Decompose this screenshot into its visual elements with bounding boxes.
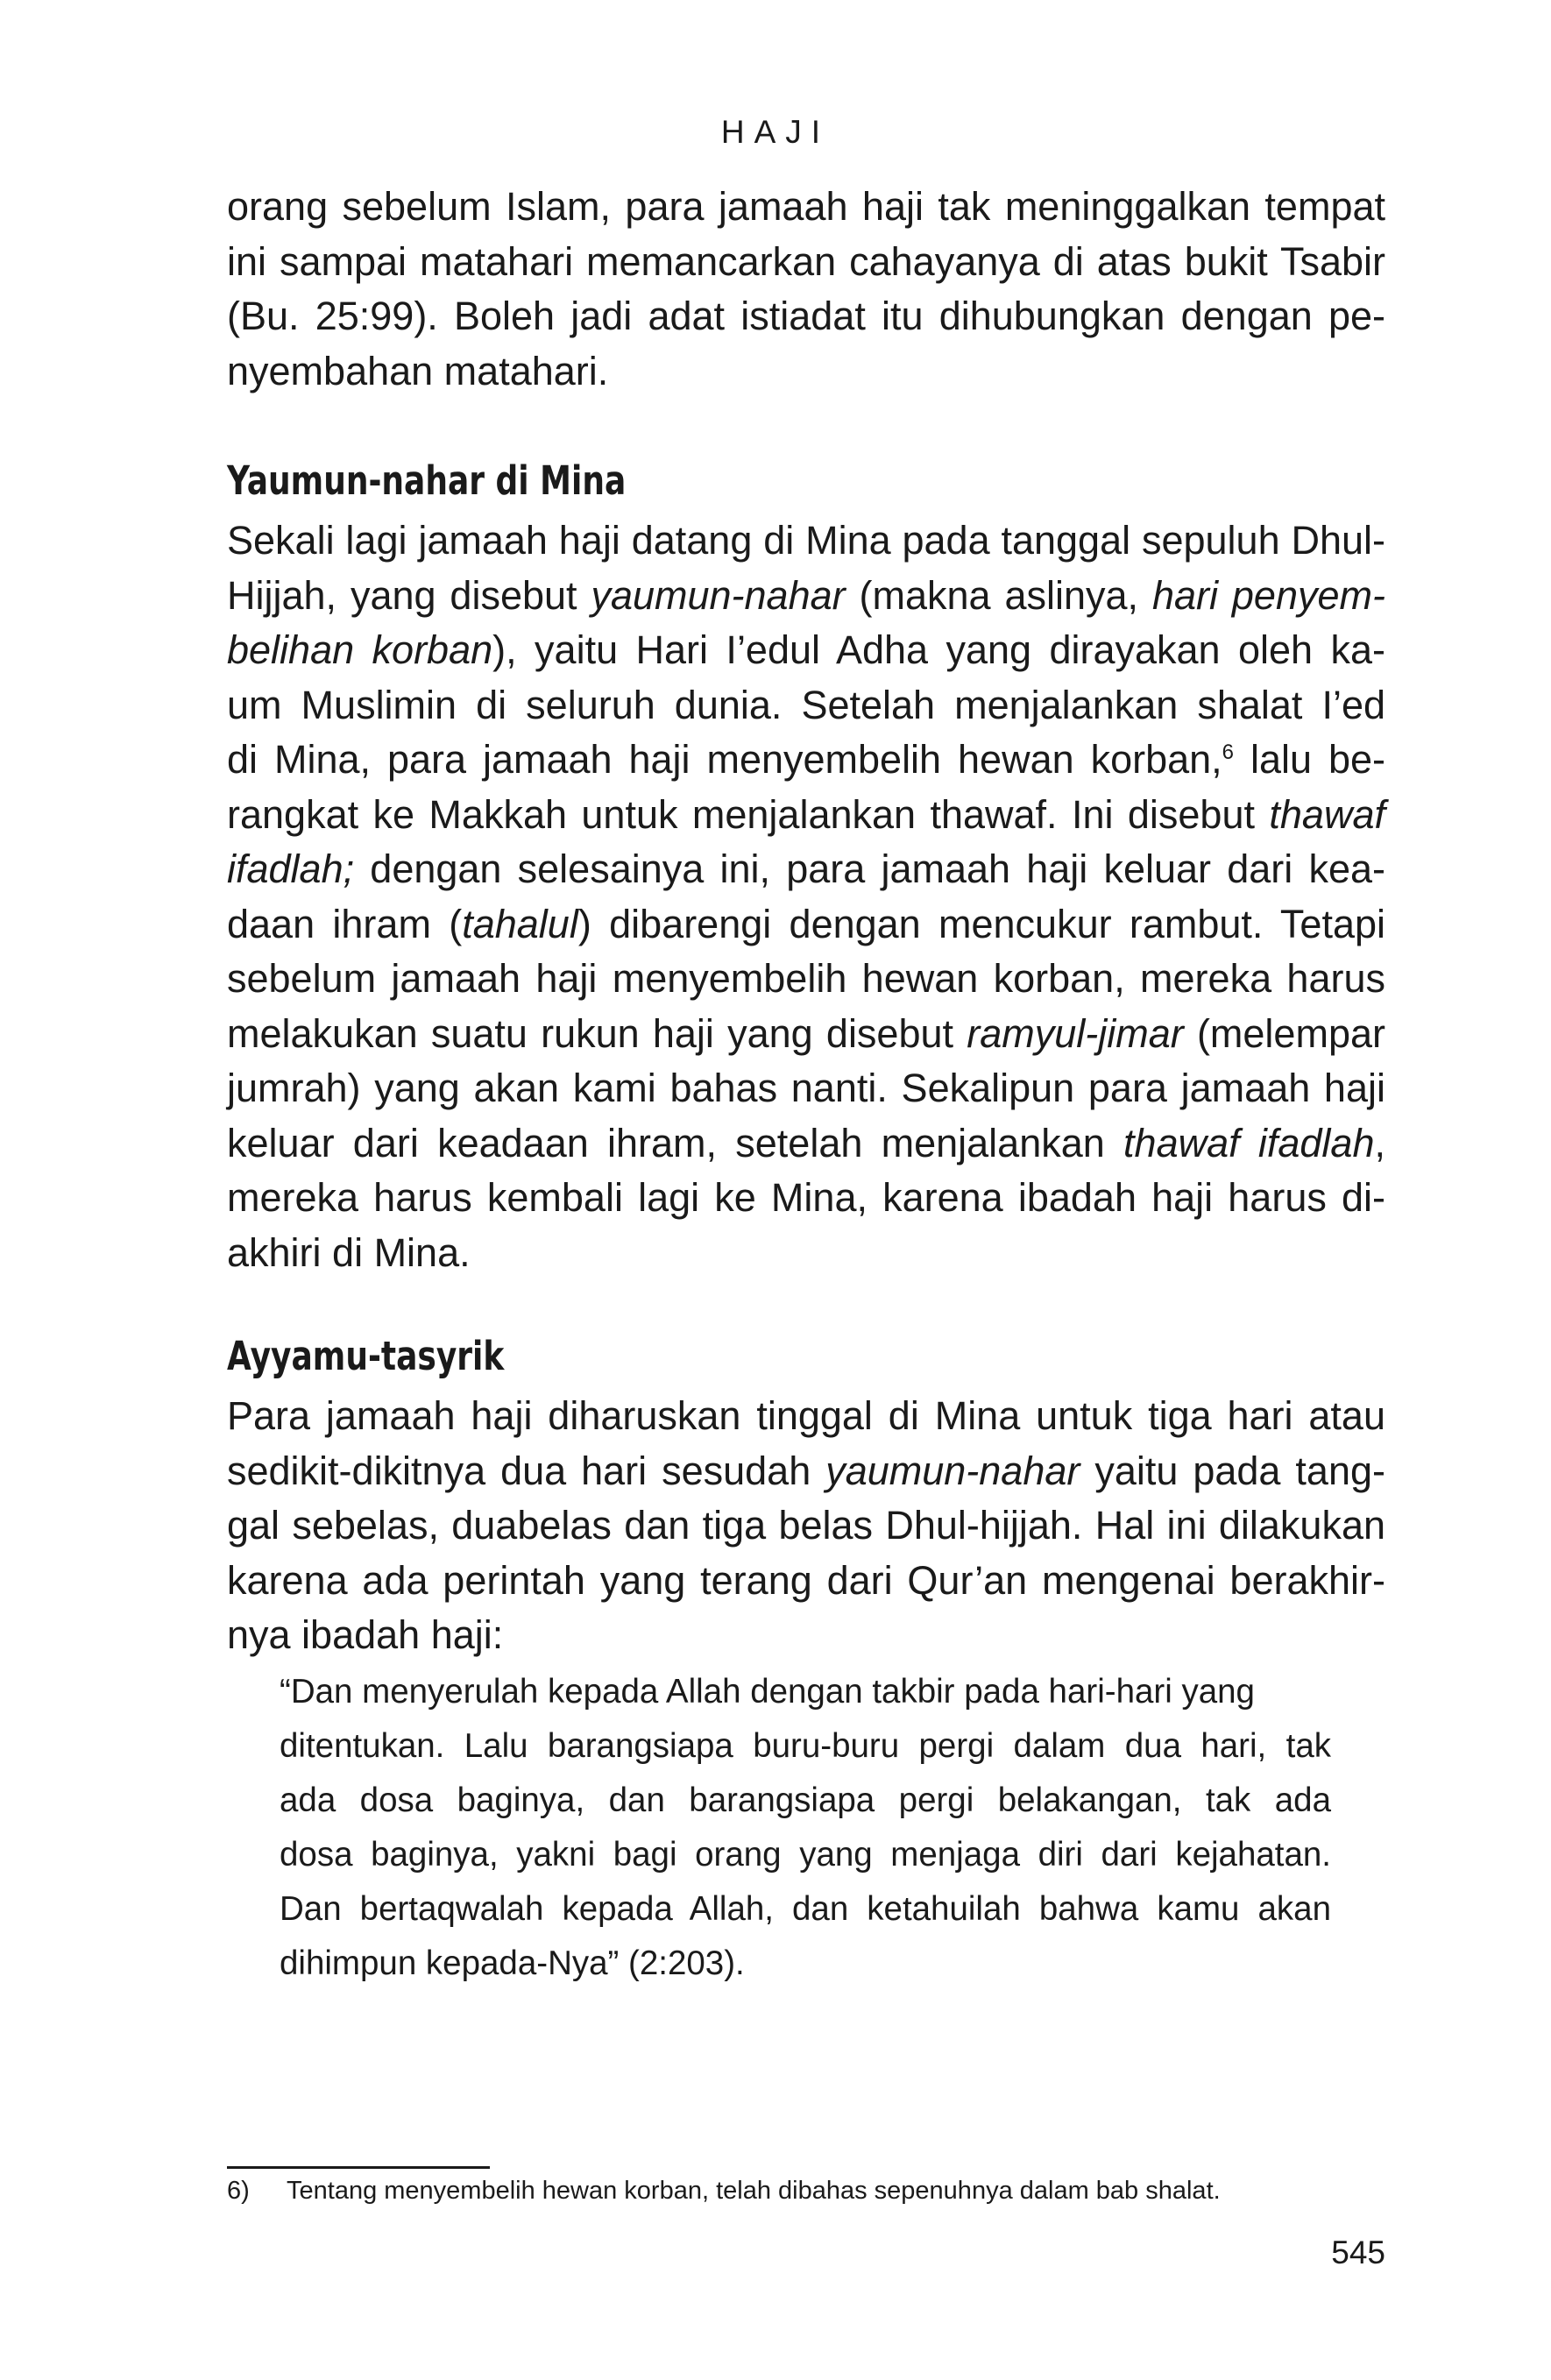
text-line: sebelum jamaah haji menyembelih hewan korban, mereka harus <box>227 956 1385 1001</box>
quran-quote <box>280 1665 1331 1991</box>
quote-line: Dan bertaqwalah kepada Allah, dan ketahuilah bahwa kamu akan <box>280 1890 1331 1928</box>
text-line: Para jamaah haji diharuskan tinggal di Mina untuk tiga hari atau <box>227 1393 1385 1438</box>
italic-term: hari penyem- <box>1151 572 1385 618</box>
text-line: melakukan suatu rukun haji yang disebut ramyul-jimar (melempar <box>227 1010 1385 1056</box>
footnote-divider <box>227 2166 490 2169</box>
text-line: belihan korban), yaitu Hari I’edul Adha yang dirayakan oleh ka- <box>227 627 1385 672</box>
text-line: Sekali lagi jamaah haji datang di Mina pada tanggal sepuluh Dhul- <box>227 518 1385 563</box>
italic-term: yaumun-nahar <box>825 1448 1080 1493</box>
intro-paragraph <box>227 180 1385 399</box>
text-line: um Muslimin di seluruh dunia. Setelah menjalankan shalat I’ed <box>227 682 1385 727</box>
quote-line: dihimpun kepada-Nya” (2:203). <box>280 1944 745 1982</box>
quote-line: ada dosa baginya, dan barangsiapa pergi belakangan, tak ada <box>280 1781 1331 1819</box>
italic-term: yaumun-nahar <box>591 572 846 618</box>
text-line: akhiri di Mina. <box>227 1229 471 1275</box>
italic-term: belihan korban <box>227 627 493 672</box>
text-line: ifadlah; dengan selesainya ini, para jamaah haji keluar dari kea- <box>227 846 1385 891</box>
text-line: gal sebelas, duabelas dan tiga belas Dhul-hijjah. Hal ini dilakukan <box>227 1503 1385 1548</box>
text-line: keluar dari keadaan ihram, setelah menjalankan thawaf ifadlah, <box>227 1120 1385 1165</box>
text-line: daan ihram (tahalul) dibarengi dengan mencukur rambut. Tetapi <box>227 901 1386 946</box>
section1-paragraph <box>227 514 1385 1280</box>
italic-term: thawaf ifadlah <box>1123 1120 1375 1165</box>
quote-line: “Dan menyerulah kepada Allah dengan takbir pada hari-hari yang <box>280 1673 1255 1711</box>
text-line: mereka harus kembali lagi ke Mina, karena ibadah haji harus di- <box>227 1175 1385 1220</box>
footnote <box>227 2173 1385 2208</box>
quote-line: dosa baginya, yakni bagi orang yang menjaga diri dari kejahatan. <box>280 1836 1331 1874</box>
text-line: nya ibadah haji: <box>227 1612 504 1657</box>
text-line: rangkat ke Makkah untuk menjalankan thawaf. Ini disebut thawaf <box>227 791 1385 837</box>
text-line: sedikit-dikitnya dua hari sesudah yaumun-nahar yaitu pada tang- <box>227 1448 1385 1493</box>
text-line: nyembahan matahari. <box>227 348 609 393</box>
section-heading-ayyamu-tasyrik: Ayyamu-tasyrik <box>227 1333 505 1379</box>
text-line: karena ada perintah yang terang dari Qur’an mengenai berakhir- <box>227 1557 1385 1603</box>
italic-term: thawaf <box>1269 791 1385 837</box>
text-line: (Bu. 25:99). Boleh jadi adat istiadat itu dihubungkan dengan pe- <box>227 294 1385 338</box>
section-heading-yaumun-nahar: Yaumun-nahar di Mina <box>227 457 627 504</box>
italic-term: tahalul <box>462 901 578 946</box>
quote-line: ditentukan. Lalu barangsiapa buru-buru pergi dalam dua hari, tak <box>280 1727 1331 1765</box>
text-line: jumrah) yang akan kami bahas nanti. Sekalipun para jamaah haji <box>227 1066 1385 1110</box>
page-number: 545 <box>1331 2235 1385 2270</box>
text-line: ini sampai matahari memancarkan cahayanya di atas bukit Tsabir <box>227 238 1385 284</box>
running-head: HAJI <box>720 114 831 150</box>
footnote-number: 6) <box>227 2177 250 2205</box>
section2-paragraph <box>227 1389 1385 1663</box>
footnote-ref: 6 <box>1222 740 1235 764</box>
text-line: orang sebelum Islam, para jamaah haji tak meninggalkan tempat <box>227 184 1385 229</box>
footnote-text: Tentang menyembelih hewan korban, telah dibahas sepenuhnya dalam bab shalat. <box>287 2177 1221 2205</box>
italic-term: ifadlah; <box>227 846 355 891</box>
italic-term: ramyul-jimar <box>967 1010 1184 1056</box>
text-line: Hijjah, yang disebut yaumun-nahar (makna aslinya, hari penyem- <box>227 572 1385 618</box>
text-line: di Mina, para jamaah haji menyembelih hewan korban,$^6$ lalu be- <box>227 737 1385 782</box>
